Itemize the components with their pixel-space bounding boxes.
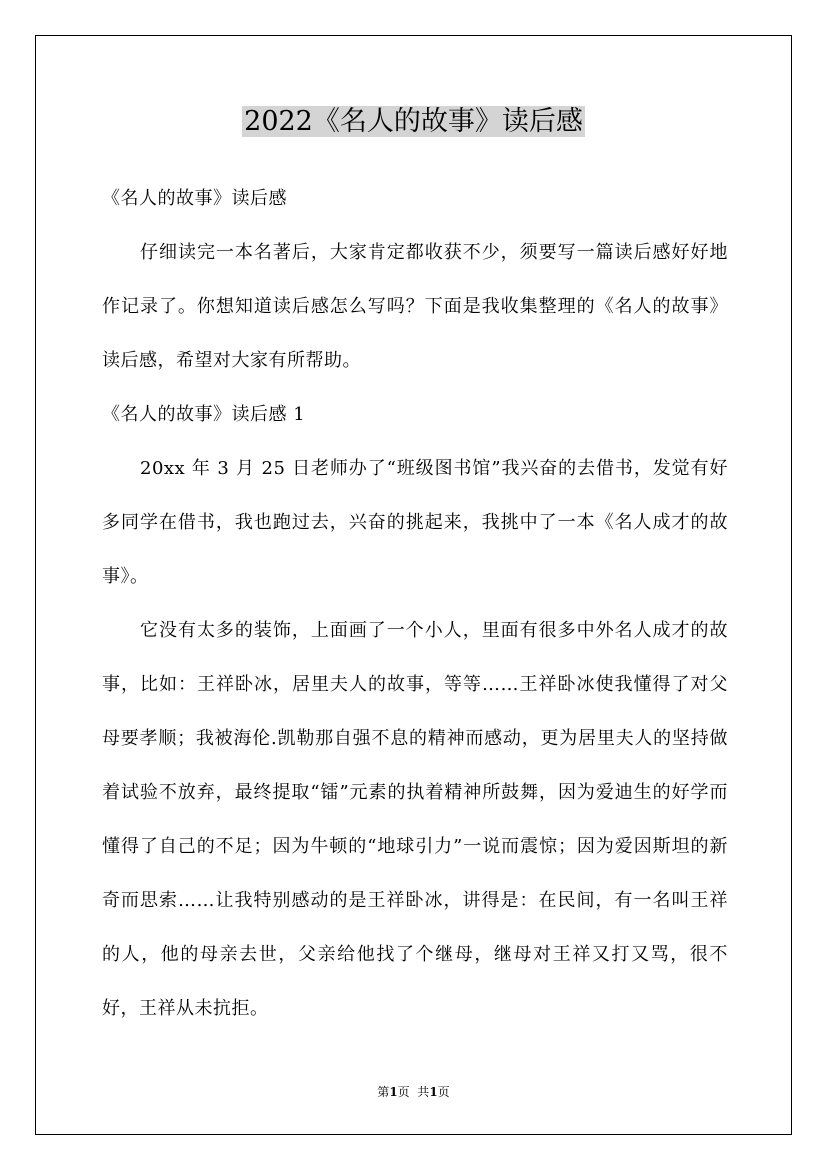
footer-page-current: 1 (389, 1085, 398, 1099)
paragraph-body-2: 它没有太多的装饰，上面画了一个小人，里面有很多中外名人成才的故事，比如：王祥卧冰，居里夫人的故事，等等……王祥卧冰使我懂得了对父母要孝顺；我被海伦.凯勒那自强不息的精神而感动，更为居里夫人的坚持做着试验不放弃，最终提取“镭”元素的执着精神所鼓舞，因为爱迪生的好学而懂得了自己的不足；因为牛顿的“地球引力”一说而震惊；因为爱因斯坦的新奇而思索……让我特别感动的是王祥卧冰，讲得是：在民间，有一名叫王祥的人，他的母亲去世，父亲给他找了个继母，继母对王祥又打又骂，很不好，王祥从未抗拒。 (102, 620, 728, 1019)
paragraph-intro: 仔细读完一本名著后，大家肯定都收获不少，须要写一篇读后感好好地作记录了。你想知道读后感怎么写吗？下面是我收集整理的《名人的故事》读后感，希望对大家有所帮助。 (102, 242, 728, 371)
document-title (0, 100, 827, 144)
page-footer (0, 1082, 827, 1102)
footer-page-middle: 页 共 (397, 1085, 430, 1099)
footer-page-total: 1 (429, 1085, 438, 1099)
paragraph-body-1: 20xx 年 3 月 25 日老师办了“班级图书馆”我兴奋的去借书，发觉有好多同学在借书，我也跑过去，兴奋的挑起来，我挑中了一本《名人成才的故事》。 (102, 458, 728, 587)
footer-page-suffix: 页 (437, 1085, 450, 1099)
document-body (102, 172, 728, 1036)
footer-page-prefix: 第 (377, 1085, 390, 1099)
paragraph-subtitle: 《名人的故事》读后感 (102, 188, 287, 209)
document-title-text: 2022《名人的故事》读后感 (244, 106, 583, 137)
paragraph-section-heading: 《名人的故事》读后感 1 (102, 404, 306, 425)
